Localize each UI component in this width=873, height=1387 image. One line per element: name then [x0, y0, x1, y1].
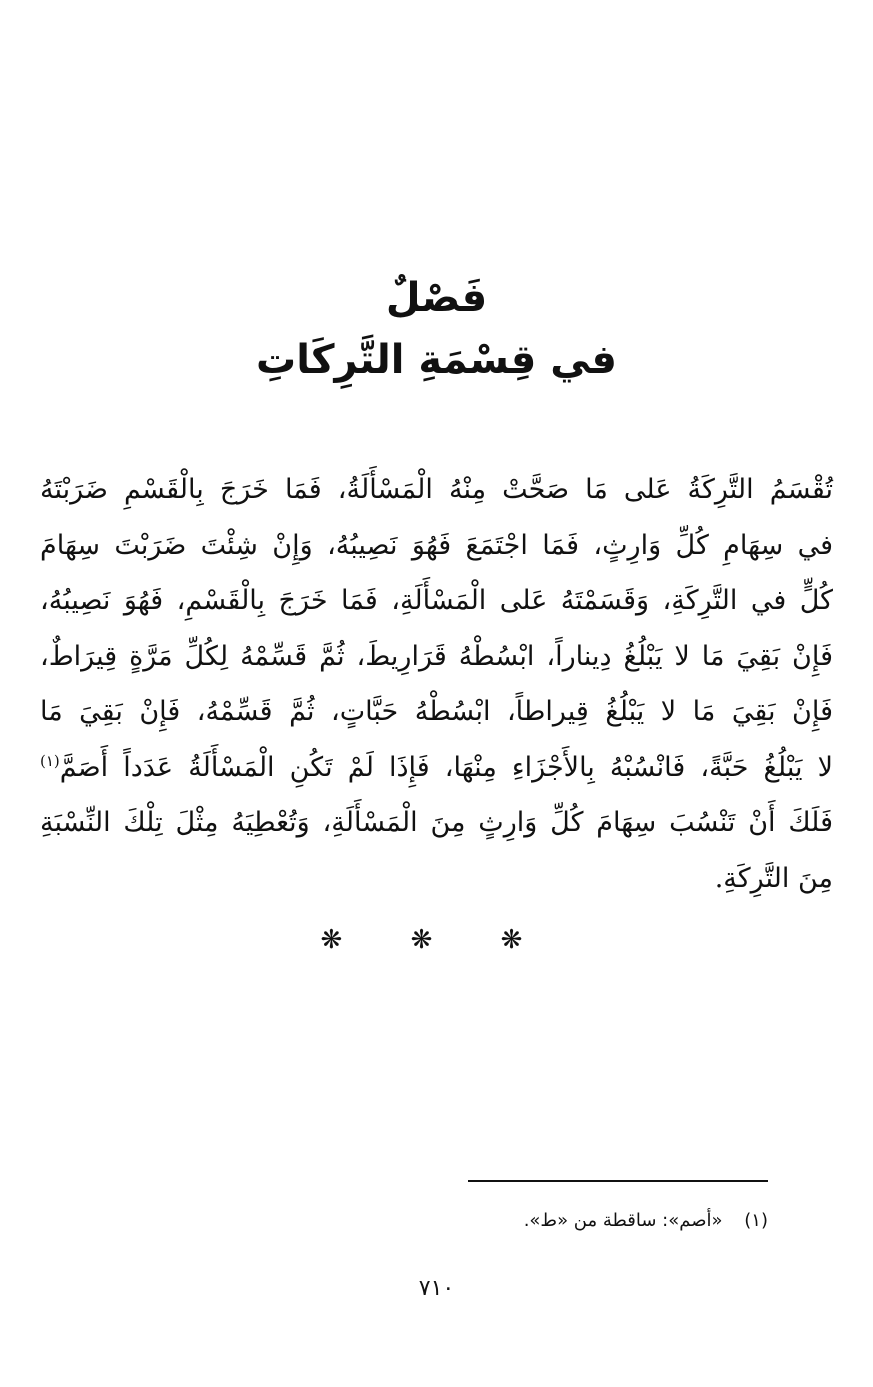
paragraph-line: فَإِنْ بَقِيَ مَا لا يَبْلُغُ دِيناراً، ابْسُطْهُ قَرَارِيطَ، ثُمَّ قَسِّمْهُ لِكُلِّ مَرَّةٍ قِيرَاطٌ،: [40, 640, 833, 672]
footnote-text: «أصم»: ساقطة من «ط».: [523, 1210, 723, 1231]
paragraph-line: تُقْسَمُ التَّرِكَةُ عَلى مَا صَحَّتْ مِنْهُ الْمَسْأَلَةُ، فَمَا خَرَجَ بِالْقَسْمِ ضَرَبْتَهُ: [40, 474, 833, 505]
main-paragraph: [40, 462, 833, 906]
paragraph-line: مِنَ التَّرِكَةِ.: [714, 862, 833, 894]
footnote-number: (١): [744, 1210, 768, 1231]
section-subtitle: في قِسْمَةِ التَّرِكَاتِ: [256, 337, 617, 383]
paragraph-line: كُلٍّ في التَّرِكَةِ، وَقَسَمْتَهُ عَلى الْمَسْأَلَةِ، فَمَا خَرَجَ بِالْقَسْمِ، فَهُوَ نَصِيبُهُ،: [40, 585, 833, 616]
paragraph-line: في سِهَامِ كُلِّ وَارِثٍ، فَمَا اجْتَمَعَ فَهُوَ نَصِيبُهُ، وَإِنْ شِئْتَ ضَرَبْتَ سِهَامَ: [40, 529, 833, 561]
page-number: ٧١٠: [418, 1276, 455, 1301]
paragraph-line: فَلَكَ أَنْ تَنْسُبَ سِهَامَ كُلِّ وَارِثٍ مِنَ الْمَسْأَلَةِ، وَتُعْطِيَهُ مِثْلَ تِلْكَ النِّسْبَةِ: [40, 807, 833, 838]
paragraph-line: فَإِنْ بَقِيَ مَا لا يَبْلُغُ قِيراطاً، ابْسُطْهُ حَبَّاتٍ، ثُمَّ قَسِّمْهُ، فَإِنْ بَقِيَ مَا: [40, 696, 833, 727]
section-title: فَصْلٌ: [385, 275, 488, 321]
paragraph-line-with-footnote: [40, 740, 833, 796]
footnote-divider: [468, 1180, 768, 1182]
chapter-heading: [0, 268, 873, 392]
paragraph-line-text: لا يَبْلُغُ حَبَّةً، فَانْسُبْهُ بِالأَجْزَاءِ مِنْهَا، فَإِذَا لَمْ تَكُنِ الْمَسْأَلَةُ عَدَداً أَصَمَّ: [59, 751, 833, 783]
section-separator: ❋ ❋ ❋: [320, 925, 553, 955]
footnote-reference: (١): [40, 751, 60, 770]
footnote: [200, 1206, 768, 1236]
